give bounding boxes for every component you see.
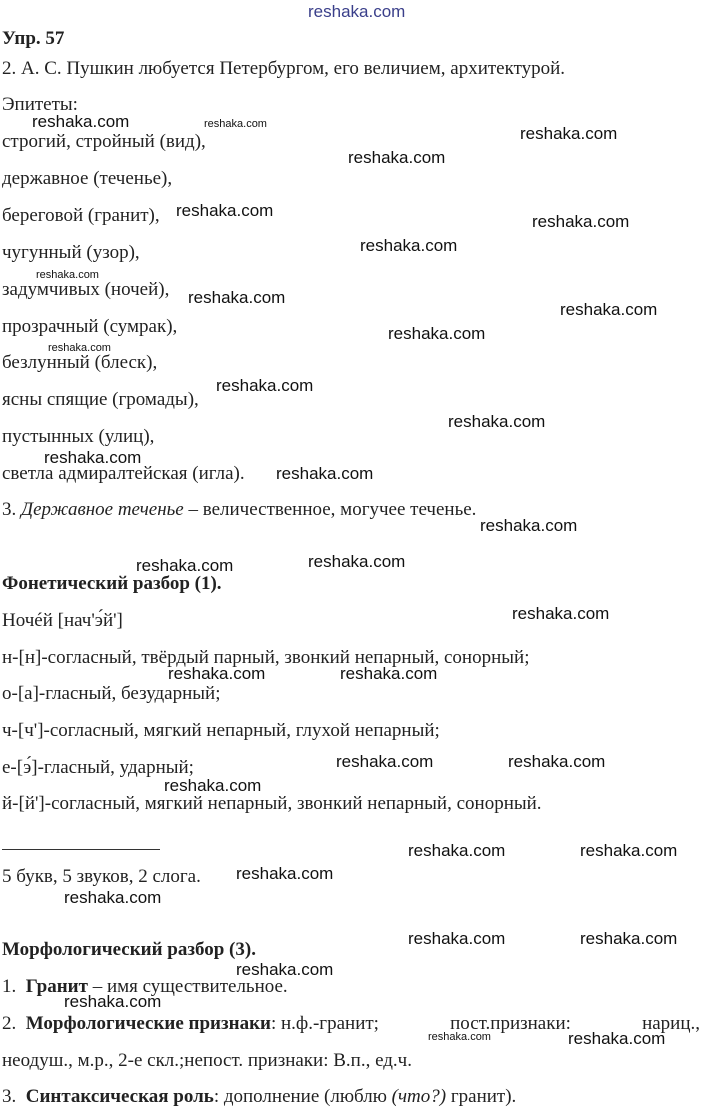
phonetic-line: ч-[ч']-согласный, мягкий непарный, глухой непарный; bbox=[2, 720, 440, 741]
watermark: reshaka.com bbox=[336, 752, 434, 771]
task-3-text bbox=[2, 499, 476, 521]
morph-line-2-word: : н.ф.-гранит; bbox=[270, 1013, 379, 1034]
watermark: reshaka.com bbox=[348, 148, 446, 167]
epithet-item: пустынных (улиц), bbox=[2, 426, 155, 447]
phonetic-summary: 5 букв, 5 звуков, 2 слога. bbox=[2, 866, 201, 887]
watermark: reshaka.com bbox=[480, 516, 578, 535]
epithet-item: строгий, стройный (вид), bbox=[2, 131, 206, 152]
phonetic-line: о-[а]-гласный, безударный; bbox=[2, 683, 221, 704]
watermark: reshaka.com bbox=[580, 929, 678, 948]
task-3-term: Державное теченье bbox=[21, 499, 184, 520]
morph-line-1-text: – имя существительное. bbox=[87, 976, 288, 997]
watermark: reshaka.com bbox=[168, 664, 266, 683]
morph-line-3-term: Синтаксическая роль bbox=[25, 1086, 214, 1107]
watermark-small: reshaka.com bbox=[428, 1031, 491, 1043]
watermark: reshaka.com bbox=[508, 752, 606, 771]
task-2-text: 2. А. С. Пушкин любуется Петербургом, его величием, архитектурой. bbox=[2, 58, 566, 79]
epithet-item: прозрачный (сумрак), bbox=[2, 316, 178, 337]
morph-line-2-lead bbox=[2, 1013, 379, 1035]
watermark: reshaka.com bbox=[448, 412, 546, 431]
morph-heading: Морфологический разбор (3). bbox=[2, 939, 256, 960]
epithet-item: задумчивых (ночей), bbox=[2, 279, 170, 300]
morph-line-1-term: Гранит bbox=[25, 976, 88, 997]
watermark: reshaka.com bbox=[408, 929, 506, 948]
morph-line-2-term: Морфологические признаки bbox=[25, 1013, 271, 1034]
epithet-item: береговой (гранит), bbox=[2, 205, 160, 226]
watermark-small: reshaka.com bbox=[36, 269, 99, 281]
phonetic-heading: Фонетический разбор (1). bbox=[2, 573, 222, 594]
phonetic-line: й-[й']-согласный, мягкий непарный, звонкий непарный, сонорный. bbox=[2, 793, 542, 814]
watermark: reshaka.com bbox=[188, 288, 286, 307]
morph-line-1-number: 1. bbox=[2, 976, 17, 997]
watermark: reshaka.com bbox=[136, 556, 234, 575]
phonetic-line: е-[э́]-гласный, ударный; bbox=[2, 757, 194, 778]
watermark-small: reshaka.com bbox=[204, 118, 267, 130]
watermark: reshaka.com bbox=[560, 300, 658, 319]
morph-line-3 bbox=[2, 1086, 516, 1108]
watermark: reshaka.com bbox=[276, 464, 374, 483]
morph-line-3-question: (что?) bbox=[391, 1086, 447, 1107]
phonetic-line: н-[н]-согласный, твёрдый парный, звонкий непарный, сонорный; bbox=[2, 647, 530, 668]
morph-line-2-word: пост.признаки: bbox=[450, 1013, 571, 1034]
watermark: reshaka.com bbox=[360, 236, 458, 255]
morph-line-2-number: 2. bbox=[2, 1013, 17, 1034]
watermark: reshaka.com bbox=[236, 864, 334, 883]
watermark: reshaka.com bbox=[568, 1029, 666, 1048]
phonetic-word: Ночéй [нач'э́й'] bbox=[2, 610, 123, 631]
watermark: reshaka.com bbox=[408, 841, 506, 860]
exercise-title: Упр. 57 bbox=[2, 28, 65, 49]
watermark: reshaka.com bbox=[164, 776, 262, 795]
divider-line bbox=[2, 849, 160, 850]
watermark: reshaka.com bbox=[308, 552, 406, 571]
watermark: reshaka.com bbox=[388, 324, 486, 343]
watermark: reshaka.com bbox=[64, 888, 162, 907]
task-3-definition: – величественное, могучее теченье. bbox=[183, 499, 477, 520]
epithet-item: ясны спящие (громады), bbox=[2, 389, 199, 410]
epithet-item: светла адмиралтейская (игла). bbox=[2, 463, 245, 484]
task-3-number: 3. bbox=[2, 499, 17, 520]
epithet-item: державное (теченье), bbox=[2, 168, 173, 189]
morph-line-2-continued: неодуш., м.р., 2-е скл.;непост. признаки: В.п., ед.ч. bbox=[2, 1050, 412, 1071]
morph-line-3-tail: гранит). bbox=[446, 1086, 517, 1107]
watermark: reshaka.com bbox=[44, 448, 142, 467]
watermark: reshaka.com bbox=[176, 201, 274, 220]
watermark: reshaka.com bbox=[236, 960, 334, 979]
morph-line-3-number: 3. bbox=[2, 1086, 17, 1107]
morph-line-3-text: : дополнение (люблю bbox=[213, 1086, 392, 1107]
watermark: reshaka.com bbox=[512, 604, 610, 623]
watermark: reshaka.com bbox=[580, 841, 678, 860]
epithets-label: Эпитеты: bbox=[2, 94, 78, 115]
watermark: reshaka.com bbox=[532, 212, 630, 231]
watermark: reshaka.com bbox=[520, 124, 618, 143]
morph-line-2-word: нариц., bbox=[642, 1013, 700, 1034]
watermark: reshaka.com bbox=[32, 112, 130, 131]
watermark-small: reshaka.com bbox=[48, 342, 111, 354]
watermark: reshaka.com bbox=[216, 376, 314, 395]
watermark: reshaka.com bbox=[64, 992, 162, 1011]
epithet-item: чугунный (узор), bbox=[2, 242, 140, 263]
header-watermark: reshaka.com bbox=[308, 2, 406, 21]
watermark: reshaka.com bbox=[340, 664, 438, 683]
epithet-item: безлунный (блеск), bbox=[2, 352, 158, 373]
